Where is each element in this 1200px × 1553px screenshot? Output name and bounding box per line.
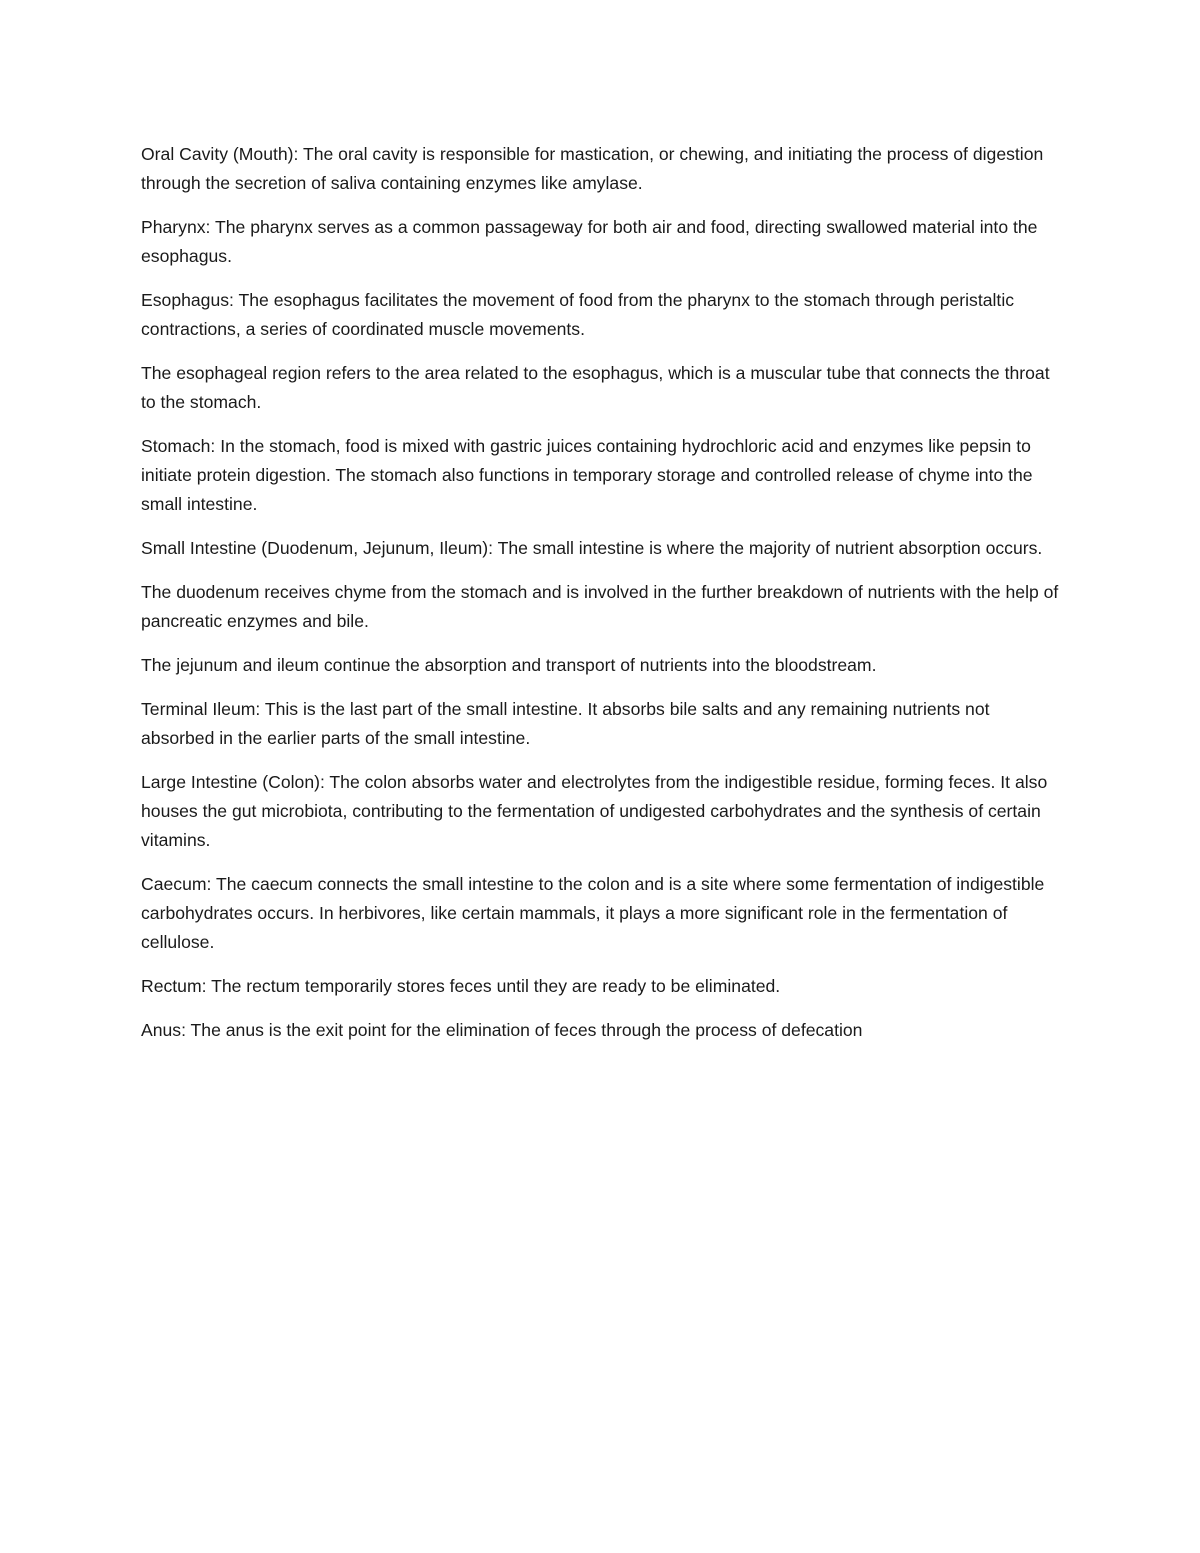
paragraph-esophageal-region: The esophageal region refers to the area related to the esophagus, which is a muscular tube that connects the throat to the stomach. (141, 363, 1050, 412)
document-body (141, 140, 1059, 1060)
paragraph-esophagus: Esophagus: The esophagus facilitates the movement of food from the pharynx to the stomach through peristaltic contractions, a series of coordinated muscle movements. (141, 290, 1015, 339)
paragraph-jejunum-ileum: The jejunum and ileum continue the absorption and transport of nutrients into the bloodstream. (141, 655, 877, 675)
paragraph-small-intestine: Small Intestine (Duodenum, Jejunum, Ileum): The small intestine is where the majority of nutrient absorption occurs. (141, 538, 1043, 558)
paragraph-large-intestine: Large Intestine (Colon): The colon absorbs water and electrolytes from the indigestible residue, forming feces. It also houses the gut microbiota, contributing to the fermentation of undigested carbohydrates and the synthesis of certain vitamins. (141, 772, 1048, 850)
paragraph-rectum: Rectum: The rectum temporarily stores feces until they are ready to be eliminated. (141, 976, 781, 996)
paragraph-pharynx: Pharynx: The pharynx serves as a common passageway for both air and food, directing swallowed material into the esophagus. (141, 217, 1038, 266)
paragraph-terminal-ileum: Terminal Ileum: This is the last part of the small intestine. It absorbs bile salts and any remaining nutrients not absorbed in the earlier parts of the small intestine. (141, 699, 990, 748)
paragraph-oral-cavity: Oral Cavity (Mouth): The oral cavity is responsible for mastication, or chewing, and initiating the process of digestion through the secretion of saliva containing enzymes like amylase. (141, 144, 1044, 193)
paragraph-caecum: Caecum: The caecum connects the small intestine to the colon and is a site where some fermentation of indigestible carbohydrates occurs. In herbivores, like certain mammals, it plays a more significant role in the fermentation of cellulose. (141, 874, 1045, 952)
paragraph-stomach: Stomach: In the stomach, food is mixed with gastric juices containing hydrochloric acid and enzymes like pepsin to initiate protein digestion. The stomach also functions in temporary storage and controlled release of chyme into the small intestine. (141, 436, 1033, 514)
paragraph-anus: Anus: The anus is the exit point for the elimination of feces through the process of defecation (141, 1020, 863, 1040)
paragraph-duodenum: The duodenum receives chyme from the stomach and is involved in the further breakdown of nutrients with the help of pancreatic enzymes and bile. (141, 582, 1059, 631)
